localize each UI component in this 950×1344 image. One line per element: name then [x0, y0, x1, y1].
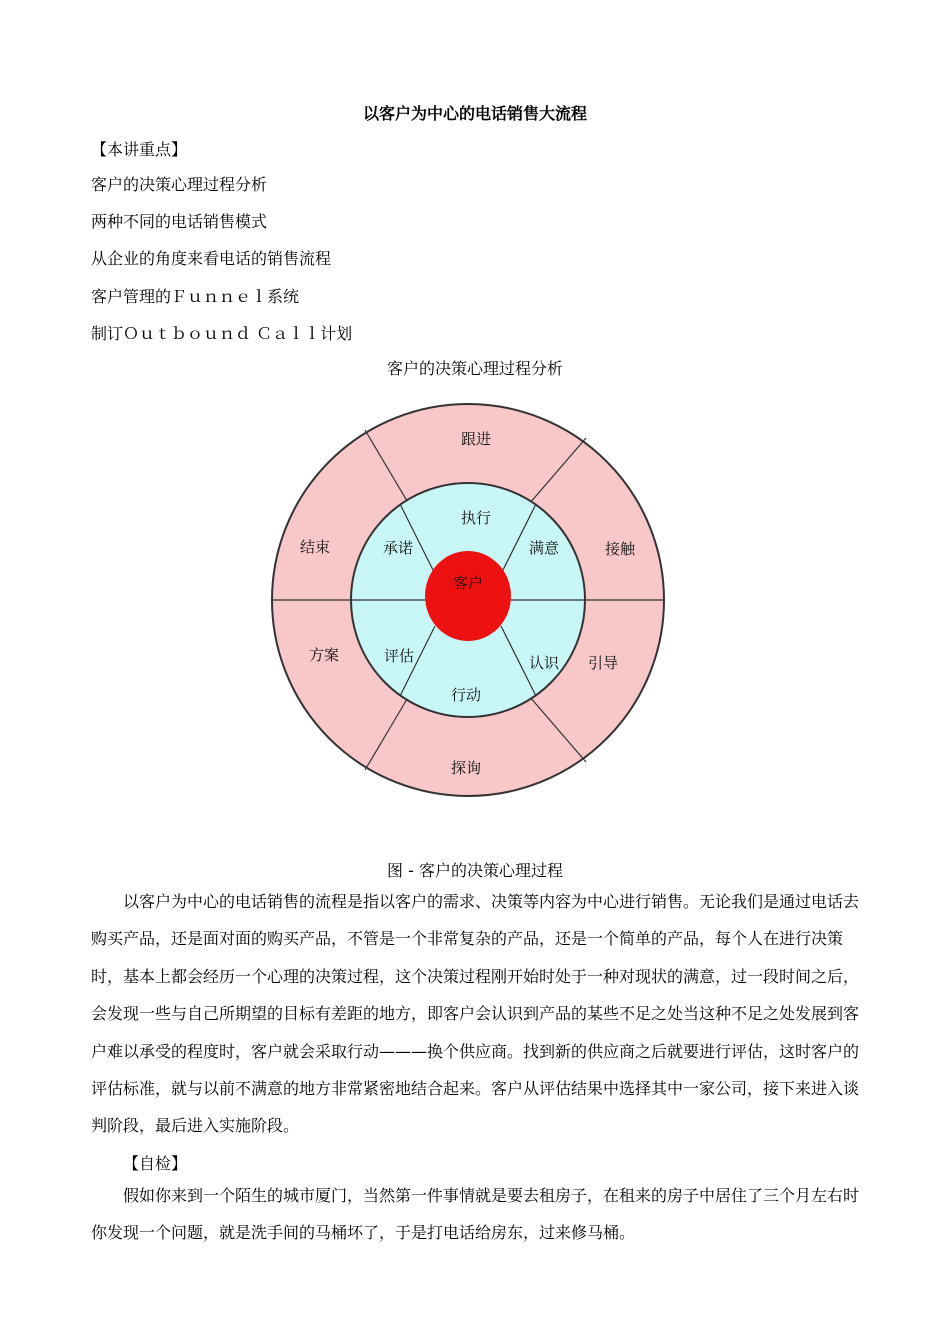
key-point-item: 两种不同的电话销售模式 [91, 212, 268, 231]
key-point-item: 从企业的角度来看电话的销售流程 [91, 249, 332, 268]
inner-label-recognize: 认识 [528, 654, 560, 672]
outer-label-follow-up: 跟进 [460, 430, 492, 448]
section-heading: 客户的决策心理过程分析 [386, 359, 563, 378]
decision-process-diagram [268, 386, 680, 816]
outer-label-contact: 接触 [604, 540, 636, 558]
inner-label-evaluate: 评估 [383, 647, 415, 665]
outer-label-proposal: 方案 [308, 646, 340, 664]
document-title: 以客户为中心的电话销售大流程 [362, 104, 587, 123]
outer-label-inquire: 探询 [450, 759, 482, 777]
body-paragraph: 以客户为中心的电话销售的流程是指以客户的需求、决策等内容为中心进行销售。无论我们是通过电话去购买产品，还是面对面的购买产品，不管是一个非常复杂的产品，还是一个简单的产品，每个人在进行决策时，基本上都会经历一个心理的决策过程，这个决策过程刚开始时处于一种对现状的满意，过一段时间之后，会发现一些与自己所期望的目标有差距的地方，即客户会认识到产品的某些不足之处当这种不足之处发展到客户难以承受的程度时，客户就会采取行动———换个供应商。找到新的供应商之后就要进行评估，这时客户的评估标准，就与以前不满意的地方非常紧密地结合起来。客户从评估结果中选择其中一家公司，接下来进入谈判阶段，最后进入实施阶段。 [91, 892, 860, 1136]
key-points-heading: 【本讲重点】 [91, 140, 188, 159]
outer-label-guide: 引导 [587, 654, 619, 672]
figure-caption: 图 - 客户的决策心理过程 [387, 861, 563, 880]
key-point-item: 客户的决策心理过程分析 [91, 175, 268, 194]
key-point-item: 制订Ｏｕｔｂｏｕｎｄ Ｃａｌｌ计划 [91, 324, 353, 343]
center-circle [425, 551, 511, 641]
self-check-heading: 【自检】 [123, 1154, 188, 1173]
inner-label-execute: 执行 [460, 509, 492, 527]
inner-label-action: 行动 [450, 686, 482, 704]
self-check-paragraph: 假如你来到一个陌生的城市厦门，当然第一件事情就是要去租房子，在租来的房子中居住了三个月左右时你发现一个问题，就是洗手间的马桶坏了，于是打电话给房东，过来修马桶。 [91, 1186, 860, 1243]
inner-label-commit: 承诺 [382, 539, 414, 557]
center-label: 客户 [452, 574, 484, 592]
outer-label-close: 结束 [299, 538, 331, 556]
inner-label-satisfied: 满意 [528, 539, 560, 557]
key-point-item: 客户管理的Ｆｕｎｎｅｌ系统 [91, 287, 300, 306]
